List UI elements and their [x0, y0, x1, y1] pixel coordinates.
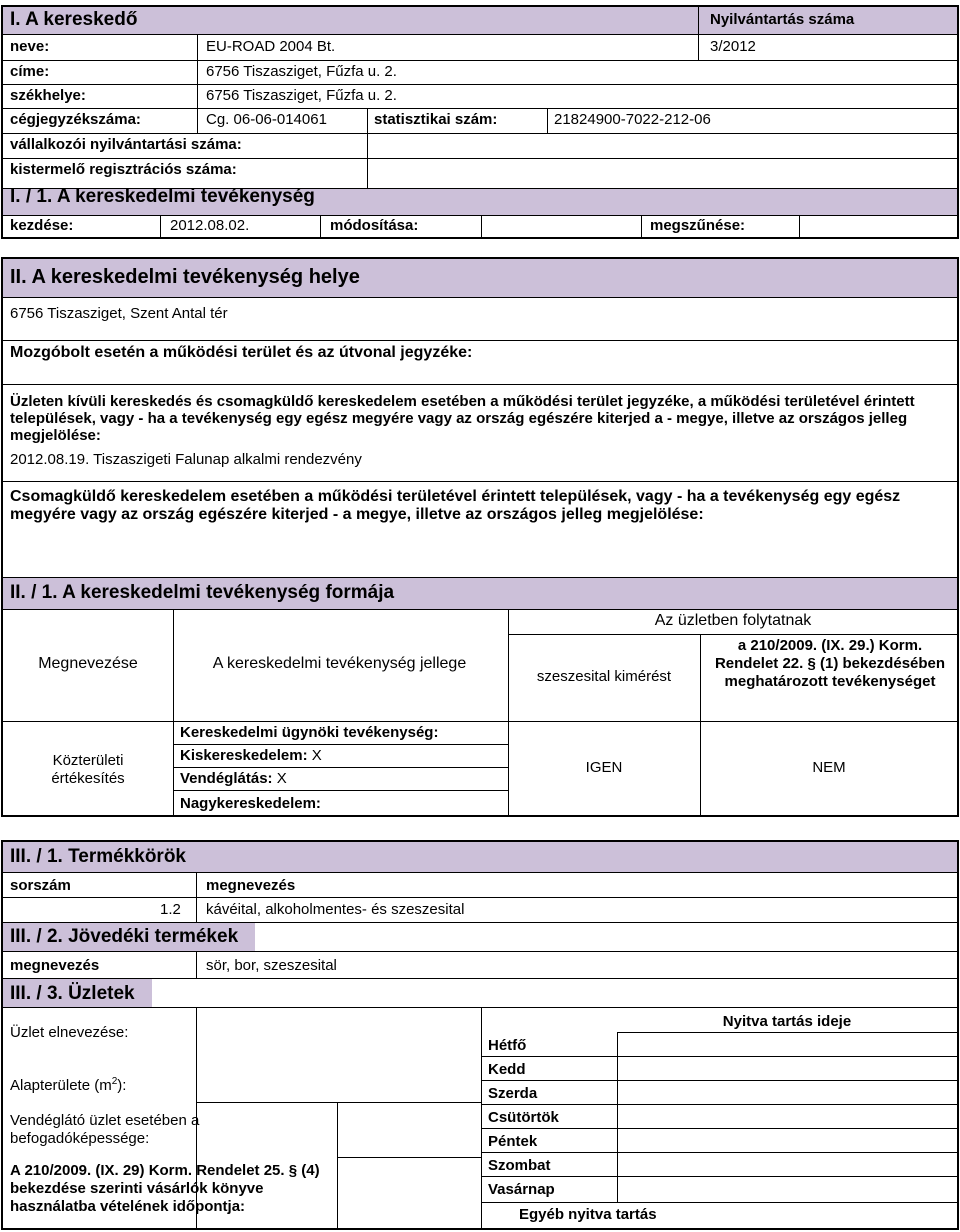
column-name-header: megnevezés: [206, 877, 296, 894]
retail-value: X: [311, 747, 322, 764]
wholesale-label: Nagykereskedelem:: [180, 795, 321, 812]
day-tuesday: Kedd: [488, 1061, 526, 1078]
opening-hours-title: Nyitva tartás ideje: [722, 1013, 852, 1030]
section-title: II. A kereskedelmi tevékenység helye: [10, 266, 360, 288]
section-title: III. / 1. Termékkörök: [10, 846, 187, 867]
column-decree-header: a 210/2009. (IX. 29.) Korm. Rendelet 22. § (1) bekezdésében meghatározott tevékenységet: [714, 637, 946, 690]
excise-value: sör, bor, szeszesital: [206, 957, 337, 974]
address-label: címe:: [10, 63, 50, 80]
column-name-header: Megnevezése: [38, 655, 138, 672]
column-character-header: A kereskedelmi tevékenység jellege: [212, 655, 467, 672]
subsection-title: III. / 3. Üzletek: [10, 983, 135, 1004]
day-friday: Péntek: [488, 1133, 538, 1150]
address-value: 6756 Tiszasziget, Fűzfa u. 2.: [206, 63, 397, 80]
company-reg-value: Cg. 06-06-014061: [206, 111, 327, 128]
name-value: EU-ROAD 2004 Bt.: [206, 38, 336, 55]
registry-number-label: Nyilvántartás száma: [710, 11, 855, 28]
in-shop-header: Az üzletben folytatnak: [654, 612, 812, 629]
subsection-title: III. / 2. Jövedéki termékek: [10, 926, 239, 947]
seat-label: székhelye:: [10, 87, 86, 104]
section-tevekenyseg-helye: [1, 257, 959, 817]
mail-order-label: Csomagküldő kereskedelem esetében a működési területével érintett települések, vagy - ha a tevékenység egy egész megyére vagy az ország egészére kiterjed - a megye, illetve az országos jelleg megjelölése:: [10, 488, 901, 523]
location-name-value: Közterületi értékesítés: [51, 752, 125, 787]
start-label: kezdése:: [10, 217, 74, 234]
day-thursday: Csütörtök: [488, 1109, 559, 1126]
other-opening-label: Egyéb nyitva tartás: [519, 1206, 657, 1223]
day-monday: Hétfő: [488, 1037, 527, 1054]
excise-label: megnevezés: [10, 957, 100, 974]
column-number-header: sorszám: [10, 877, 71, 894]
spirits-value: IGEN: [585, 759, 623, 776]
subsection-title: I. / 1. A kereskedelmi tevékenység: [10, 186, 315, 207]
section-title: I. A kereskedő: [10, 9, 138, 30]
subsection-title: II. / 1. A kereskedelmi tevékenység formája: [10, 582, 395, 603]
day-saturday: Szombat: [488, 1157, 551, 1174]
modified-label: módosítása:: [330, 217, 419, 234]
column-spirits-header: szeszesital kimérést: [536, 668, 672, 685]
hospitality-row: [180, 770, 287, 788]
activity-place: 6756 Tiszasziget, Szent Antal tér: [10, 305, 228, 322]
day-sunday: Vasárnap: [488, 1181, 555, 1198]
area-label-text: Alapterülete (m: [10, 1077, 112, 1094]
product-number: 1.2: [160, 901, 181, 918]
retail-label: Kiskereskedelem:: [180, 747, 308, 764]
outside-trade-label: Üzleten kívüli kereskedés és csomagküldő kereskedelem esetében a működési terület jegyzéke, a működési területével érintett települések, vagy - ha a tevékenység egy egész megyére vagy az ország egészére kiterjed a - megye, illetve az országos jelleg megjelölése:: [10, 393, 915, 444]
stat-number-label: statisztikai szám:: [374, 111, 498, 128]
decree-value: NEM: [812, 759, 846, 776]
agent-activity-label: Kereskedelmi ügynöki tevékenység:: [180, 724, 439, 741]
capacity-label: Vendéglátó üzlet esetében a befogadóképessége:: [10, 1112, 200, 1147]
area-label-suffix: ):: [117, 1077, 127, 1094]
mobile-shop-label: Mozgóbolt esetén a működési terület és az útvonal jegyzéke:: [10, 344, 473, 361]
area-label: [10, 1073, 126, 1095]
hospitality-value: X: [276, 770, 287, 787]
complaint-book-label: A 210/2009. (IX. 29) Korm. Rendelet 25. § (4) bekezdése szerinti vásárlók könyve használatba vételének időpontja:: [10, 1162, 320, 1215]
hospitality-label: Vendéglátás:: [180, 770, 273, 787]
registry-number-value: 3/2012: [710, 38, 756, 55]
outside-trade-value: 2012.08.19. Tiszaszigeti Falunap alkalmi rendezvény: [10, 451, 362, 468]
retail-row: [180, 747, 322, 765]
day-wednesday: Szerda: [488, 1085, 538, 1102]
end-label: megszűnése:: [650, 217, 746, 234]
seat-value: 6756 Tiszasziget, Fűzfa u. 2.: [206, 87, 397, 104]
shop-name-label: Üzlet elnevezése:: [10, 1024, 129, 1041]
start-value: 2012.08.02.: [170, 217, 250, 234]
company-reg-label: cégjegyzékszáma:: [10, 111, 141, 128]
product-name: kávéital, alkoholmentes- és szeszesital: [206, 901, 465, 918]
farmer-reg-label: kistermelő regisztrációs száma:: [10, 161, 237, 178]
entrepreneur-reg-label: vállalkozói nyilvántartási száma:: [10, 136, 242, 153]
name-label: neve:: [10, 38, 50, 55]
stat-number-value: 21824900-7022-212-06: [554, 111, 711, 128]
area-label-sup: 2: [111, 1076, 118, 1087]
